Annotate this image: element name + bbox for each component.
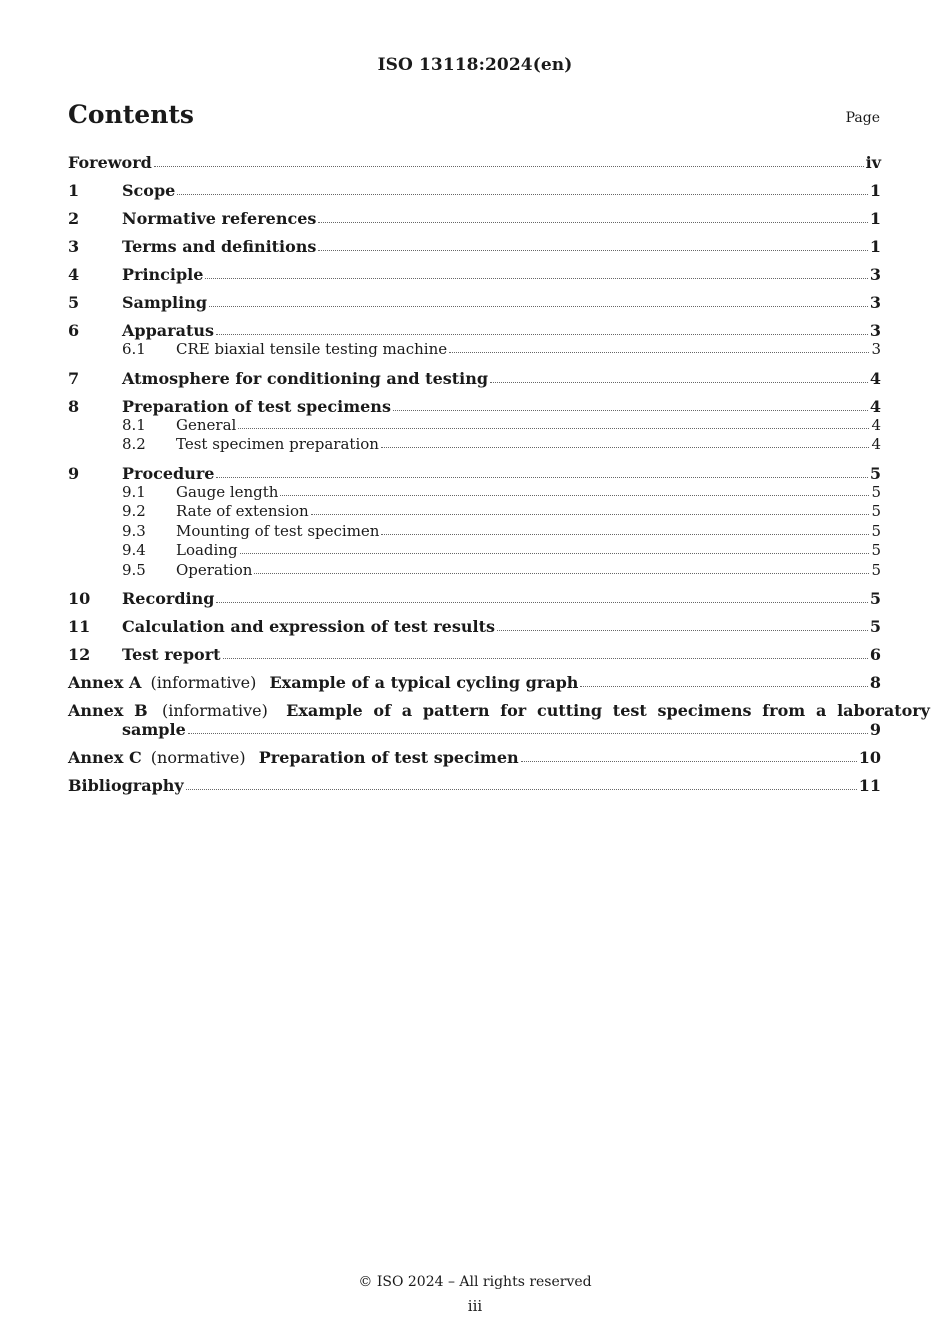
- toc-subentry-9-3[interactable]: [68, 522, 881, 542]
- document-header: ISO 13118:2024(en): [377, 55, 573, 75]
- toc-subentry-6-1[interactable]: [68, 340, 881, 360]
- leader-dots: [521, 761, 857, 762]
- toc-entry-page: 5: [871, 502, 881, 520]
- toc-entry-clause-6[interactable]: [68, 321, 881, 340]
- leader-dots: [449, 352, 869, 353]
- copyright-notice: © ISO 2024 – All rights reserved: [358, 1274, 592, 1290]
- toc-entry-title: Calculation and expression of test results: [122, 617, 495, 636]
- leader-dots: [209, 306, 868, 307]
- toc-entry-title: General: [176, 415, 237, 434]
- toc-entry-title: Preparation of test specimens: [122, 396, 391, 416]
- leader-dots: [318, 222, 867, 223]
- toc-subentry-9-4[interactable]: [68, 541, 881, 561]
- toc-entry-title: Gauge length: [176, 482, 279, 501]
- toc-entry-clause-9[interactable]: [68, 464, 881, 483]
- toc-entry-number: 9.4: [122, 541, 146, 559]
- toc-entry-title: Normative references: [122, 209, 317, 228]
- toc-entry-clause-4[interactable]: [68, 265, 881, 284]
- toc-entry-page: 5: [871, 541, 881, 559]
- toc-entry-title: Procedure: [122, 463, 215, 483]
- toc-entry-page: 3: [869, 265, 881, 284]
- toc-entry-number: 10: [68, 589, 91, 608]
- toc-entry-page: 10: [858, 748, 881, 767]
- toc-entry-page: 9: [869, 720, 881, 739]
- toc-entry-foreword[interactable]: [68, 153, 881, 172]
- contents-title: Contents: [68, 100, 195, 129]
- toc-entry-title: Mounting of test specimen: [176, 521, 380, 540]
- leader-dots: [238, 428, 869, 429]
- toc-entry-title: Operation: [176, 560, 253, 579]
- toc-entry-title-line1: Example of a pattern for cutting test specimens from a laboratory: [286, 701, 930, 720]
- toc-entry-annex-c[interactable]: [68, 748, 881, 767]
- toc-entry-clause-3[interactable]: [68, 237, 881, 256]
- toc-entry-page: 4: [869, 396, 881, 416]
- leader-dots: [240, 553, 870, 554]
- toc-entry-page: 5: [869, 463, 881, 483]
- toc-entry-number: 9: [68, 463, 80, 483]
- annex-kind: (informative): [150, 673, 257, 692]
- toc-entry-page: 5: [869, 617, 881, 636]
- toc-entry-title: Recording: [122, 589, 215, 608]
- toc-entry-title-line2: sample: [122, 720, 186, 739]
- toc-entry-number: 7: [68, 368, 80, 388]
- toc-entry-number: 12: [68, 645, 91, 664]
- toc-entry-title: Bibliography: [68, 776, 184, 795]
- leader-dots: [216, 334, 868, 335]
- toc-subentry-9-2[interactable]: [68, 502, 881, 522]
- toc-entry-title: Loading: [176, 541, 238, 559]
- toc-entry-number: 8.1: [122, 415, 146, 434]
- toc-entry-clause-1[interactable]: [68, 181, 881, 200]
- annex-label: Annex A: [68, 673, 142, 692]
- toc-subentry-9-5[interactable]: [68, 561, 881, 581]
- leader-dots: [381, 534, 869, 535]
- toc-entry-number: 8.2: [122, 435, 146, 453]
- toc-entry-page: 8: [869, 673, 881, 692]
- toc-entry-title: Foreword: [68, 153, 152, 172]
- toc-entry-title: Terms and definitions: [122, 237, 317, 256]
- toc-entry-page: 5: [871, 482, 881, 501]
- toc-entry-page: 3: [869, 293, 881, 312]
- toc-entry-page: 1: [869, 181, 881, 200]
- leader-dots: [318, 250, 867, 251]
- toc-entry-page: 3: [871, 340, 881, 358]
- leader-dots: [188, 733, 868, 734]
- toc-entry-page: 4: [871, 435, 881, 453]
- toc-entry-page: 11: [858, 776, 881, 795]
- toc-entry-number: 9.1: [122, 482, 146, 501]
- toc-entry-title: Rate of extension: [176, 502, 309, 520]
- toc-entry-title: Example of a typical cycling graph: [269, 673, 579, 692]
- toc-entry-page: iv: [865, 153, 881, 172]
- annex-label: Annex C: [68, 748, 142, 767]
- toc-entry-page: 4: [869, 368, 881, 388]
- toc-entry-title: Apparatus: [122, 321, 214, 340]
- leader-dots: [490, 382, 868, 383]
- toc-entry-number: 4: [68, 265, 80, 284]
- annex-kind: (normative): [150, 748, 246, 767]
- leader-dots: [154, 166, 864, 167]
- toc-entry-page: 4: [871, 415, 881, 434]
- toc-entry-number: 2: [68, 209, 80, 228]
- leader-dots: [216, 602, 867, 603]
- leader-dots: [381, 447, 870, 448]
- toc-entry-number: 6.1: [122, 340, 146, 358]
- toc-entry-clause-12[interactable]: [68, 645, 881, 664]
- toc-entry-page: 1: [869, 237, 881, 256]
- toc-entry-bibliography[interactable]: [68, 776, 881, 795]
- toc-entry-number: 8: [68, 396, 80, 416]
- toc-entry-number: 11: [68, 617, 91, 636]
- page-number: iii: [467, 1297, 483, 1315]
- leader-dots: [177, 194, 868, 195]
- page-column-label: Page: [845, 110, 880, 126]
- table-of-contents: [68, 153, 930, 795]
- toc-entry-title: Sampling: [122, 293, 208, 312]
- toc-entry-number: 9.2: [122, 502, 146, 520]
- toc-entry-number: 5: [68, 293, 80, 312]
- toc-entry-title: Test specimen preparation: [176, 435, 379, 453]
- leader-dots: [205, 278, 867, 279]
- leader-dots: [497, 630, 868, 631]
- leader-dots: [393, 410, 868, 411]
- toc-entry-number: 6: [68, 321, 80, 340]
- toc-entry-clause-5[interactable]: [68, 293, 881, 312]
- toc-entry-clause-2[interactable]: [68, 209, 881, 228]
- toc-entry-number: 3: [68, 237, 80, 256]
- toc-entry-title: Atmosphere for conditioning and testing: [122, 368, 489, 388]
- toc-entry-number: 9.3: [122, 521, 146, 540]
- toc-entry-annex-b[interactable]: [68, 701, 930, 739]
- leader-dots: [280, 495, 869, 496]
- toc-entry-number: 9.5: [122, 560, 146, 579]
- leader-dots: [223, 658, 868, 659]
- toc-entry-title: CRE biaxial tensile testing machine: [176, 340, 448, 358]
- toc-entry-page: 3: [869, 321, 881, 340]
- leader-dots: [311, 514, 870, 515]
- toc-subentry-8-2[interactable]: [68, 435, 881, 455]
- toc-entry-title: Preparation of test specimen: [258, 748, 519, 767]
- toc-entry-title: Test report: [122, 645, 221, 664]
- leader-dots: [216, 477, 867, 478]
- toc-subentry-8-1[interactable]: [68, 416, 881, 436]
- toc-entry-page: 1: [869, 209, 881, 228]
- annex-kind: (informative): [162, 701, 268, 720]
- leader-dots: [186, 789, 857, 790]
- toc-entry-page: 5: [871, 521, 881, 540]
- toc-entry-page: 5: [871, 560, 881, 579]
- toc-entry-title: Scope: [122, 181, 176, 200]
- toc-entry-clause-10[interactable]: [68, 589, 881, 608]
- leader-dots: [580, 686, 867, 687]
- toc-entry-page: 5: [869, 589, 881, 608]
- toc-entry-clause-7[interactable]: [68, 369, 881, 388]
- toc-entry-page: 6: [869, 645, 881, 664]
- leader-dots: [254, 573, 869, 574]
- toc-entry-annex-a[interactable]: [68, 673, 881, 692]
- toc-subentry-9-1[interactable]: [68, 483, 881, 503]
- toc-entry-clause-11[interactable]: [68, 617, 881, 636]
- annex-label: Annex B: [68, 701, 148, 720]
- toc-entry-number: 1: [68, 181, 80, 200]
- toc-entry-title: Principle: [122, 265, 204, 284]
- toc-entry-clause-8[interactable]: [68, 397, 881, 416]
